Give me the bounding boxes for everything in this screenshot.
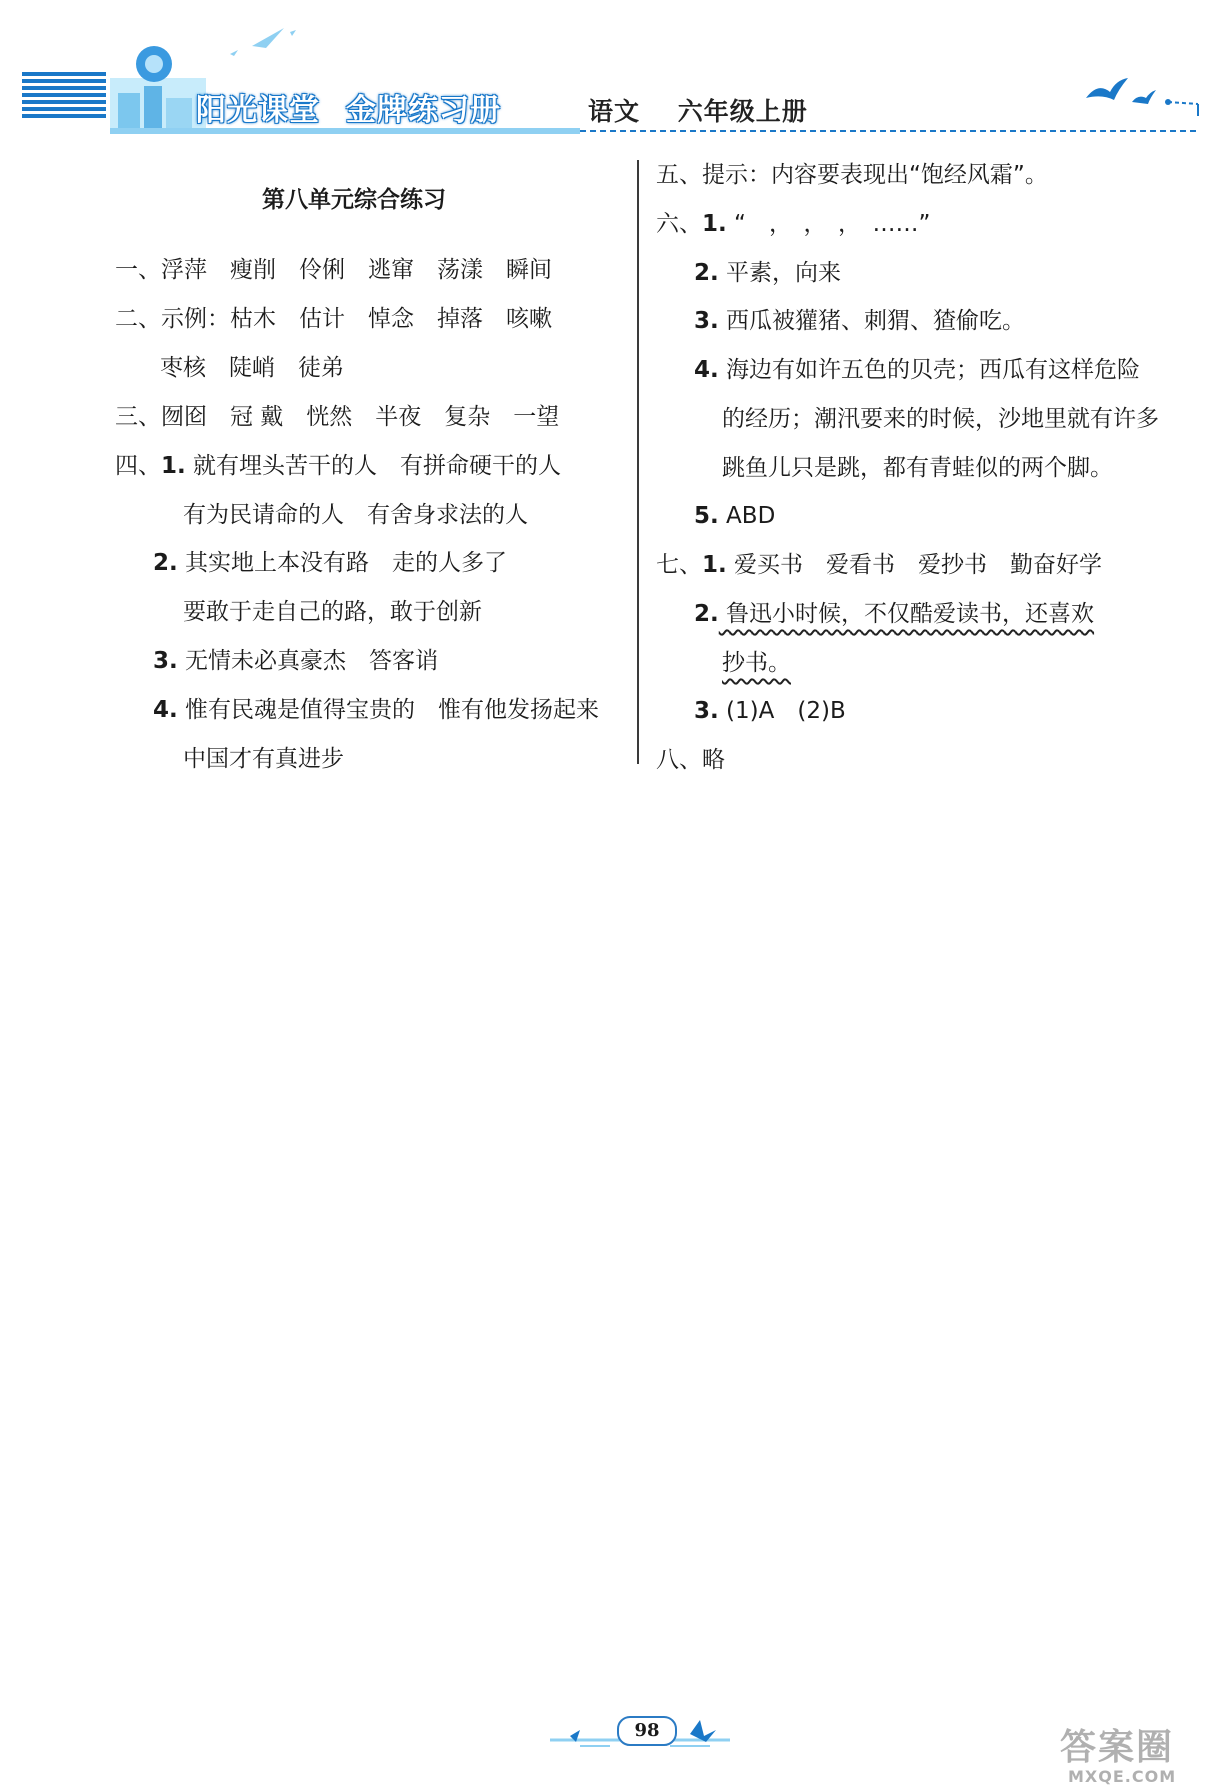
answer-q5: 五、提示：内容要表现出“饱经风霜”。 [656,162,1048,188]
header-underline [110,128,1200,134]
subject-label: 语文 [588,97,641,126]
answer-q2-line1: 二、示例：枯木 估计 悼念 掉落 咳嗽 [115,306,552,332]
answer-q4-2-line2: 要敢于走自己的路，敢于创新 [183,599,482,625]
answer-q4-1-line1 [115,451,561,481]
q7-prefix: 七、 [656,552,702,578]
q7-1-number: 1. [702,552,727,578]
page-number: 98 [617,1716,677,1746]
q4-2-number: 2. [153,550,178,576]
q4-1-number: 1. [161,453,186,479]
q4-4-text: 惟有民魂是值得宝贵的 惟有他发扬起来 [177,697,600,723]
answer-q6-2 [694,258,841,288]
answer-q8: 八、略 [656,747,725,773]
answer-q6-4-line1 [694,355,1140,385]
grade-label: 六年级上册 [677,97,808,126]
q4-3-number: 3. [153,648,178,674]
q6-2-text: 平素，向来 [718,260,842,286]
q4-4-number: 4. [153,697,178,723]
answer-q6-4-line3: 跳鱼儿只是跳，都有青蛙似的两个脚。 [722,455,1113,481]
q6-2-number: 2. [694,260,719,286]
answer-q7-2-line1 [694,599,1094,629]
answer-q3: 三、囫囵 冠 戴 恍然 半夜 复杂 一望 [115,404,560,430]
q4-3-text: 无情未必真豪杰 答客诮 [177,648,439,674]
answer-q4-4-line2: 中国才有真进步 [183,746,344,772]
q7-3-text: (1)A (2)B [718,698,846,724]
q4-2-text: 其实地上本没有路 走的人多了 [177,550,508,576]
brand-title [196,84,527,130]
watermark-url: MXQE.COM [1068,1767,1177,1786]
q6-4-number: 4. [694,357,719,383]
q6-3-number: 3. [694,308,719,334]
watermark [1060,1728,1220,1788]
q4-1-text: 就有埋头苦干的人 有拼命硬干的人 [185,453,562,479]
q7-2-text-cont: 抄书。 [722,650,791,676]
answer-q7-2-line2 [722,648,791,678]
paper-plane-icon [222,22,302,58]
answer-q4-1-line2: 有为民请命的人 有舍身求法的人 [183,502,528,528]
answer-q1: 一、浮萍 瘦削 伶俐 逃窜 荡漾 瞬间 [115,257,552,283]
page-header [0,0,1224,150]
q7-2-number: 2. [694,601,719,627]
section-title: 第八单元综合练习 [262,187,446,213]
q7-1-text: 爱买书 爱看书 爱抄书 勤奋好学 [726,552,1103,578]
watermark-text: 答案圈 [1060,1727,1175,1768]
q6-prefix: 六、 [656,211,702,237]
answer-q7-3 [694,696,846,726]
answer-q4-2-line1 [153,548,507,578]
q6-3-text: 西瓜被獾猪、刺猬、猹偷吃。 [718,308,1026,334]
header-stripes [22,72,106,126]
q6-4-text: 海边有如许五色的贝壳；西瓜有这样危险 [718,357,1141,383]
column-divider [637,160,639,764]
header-illustration-icon [110,38,206,128]
birds-icon [1080,72,1200,116]
q6-1-number: 1. [702,211,727,237]
brand-title-part2: 金牌练习册 [346,93,501,128]
answer-q4-4-line1 [153,695,599,725]
answer-q7-1 [656,550,1102,580]
answer-q2-line2: 枣核 陡峭 徒弟 [160,355,344,381]
answer-q6-1 [656,209,930,239]
answer-q4-3 [153,646,438,676]
q6-5-number: 5. [694,503,719,529]
q6-5-text: ABD [718,503,776,529]
answer-q6-5 [694,501,775,531]
subject-info [588,92,836,128]
q7-2-text: 鲁迅小时候，不仅酷爱读书，还喜欢 [718,601,1095,627]
q7-3-number: 3. [694,698,719,724]
q4-prefix: 四、 [115,453,161,479]
answer-q6-4-line2: 的经历；潮汛要来的时候，沙地里就有许多 [722,406,1159,432]
brand-title-part1: 阳光课堂 [196,93,320,128]
q6-1-text: “ ， ， ， ……” [726,211,931,237]
answer-q6-3 [694,306,1025,336]
